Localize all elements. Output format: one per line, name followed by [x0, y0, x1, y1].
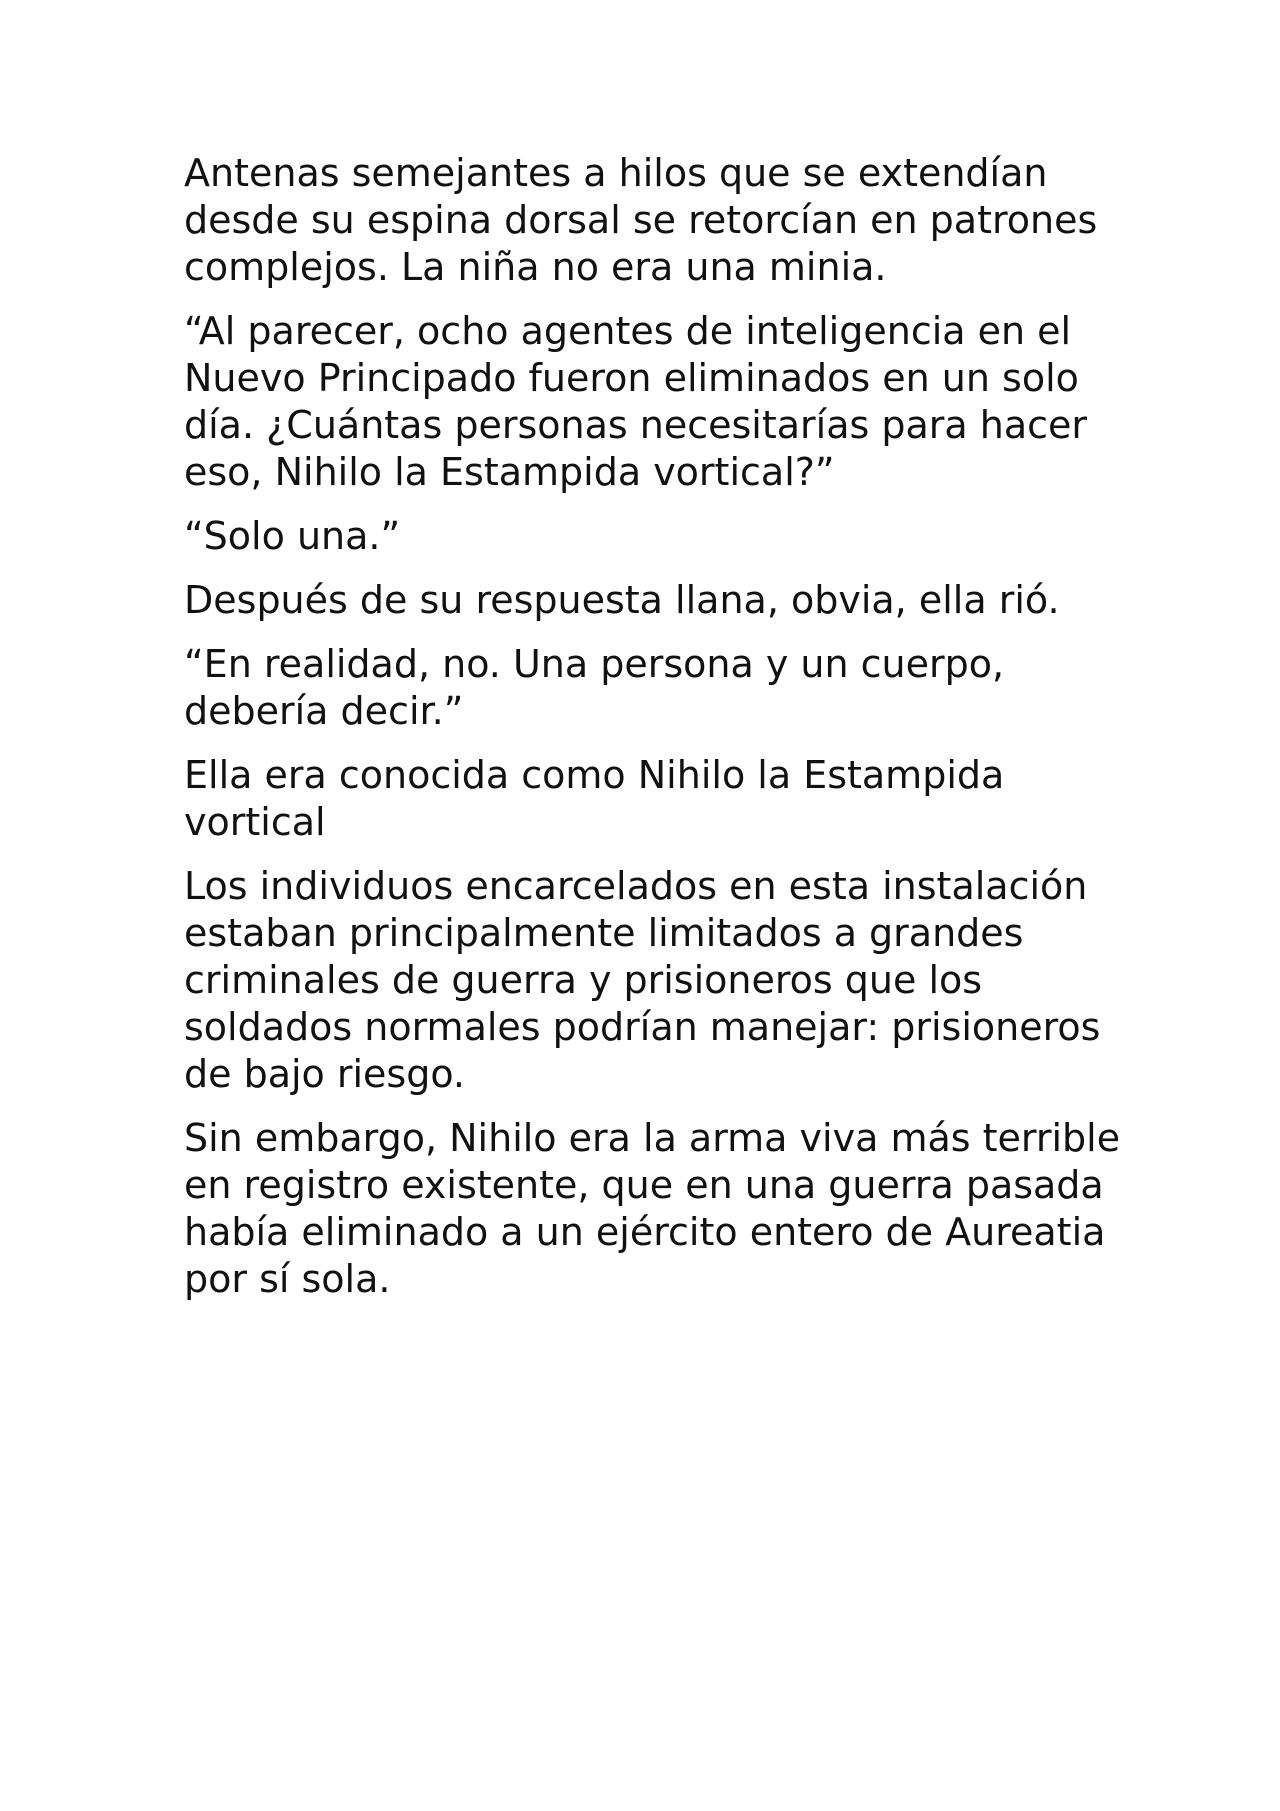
paragraph-8: Sin embargo, Nihilo era la arma viva más terrible en registro existente, que en una guerra pasada había eliminado a un ejército entero de Aureatia por sí sola. [184, 1116, 1121, 1301]
paragraph-2: “Al parecer, ocho agentes de inteligencia en el Nuevo Principado fueron eliminados en un solo día. ¿Cuántas personas necesitarías para hacer eso, Nihilo la Estampida vortical?” [184, 309, 1088, 494]
paragraph-3: “Solo una.” [184, 514, 401, 558]
document-body [184, 150, 1124, 1320]
paragraph-4: Después de su respuesta llana, obvia, ella rió. [184, 578, 1060, 622]
paragraph-7: Los individuos encarcelados en esta instalación estaban principalmente limitados a grandes criminales de guerra y prisioneros que los soldados normales podrían manejar: prisioneros de bajo riesgo. [184, 864, 1101, 1096]
paragraph-5: “En realidad, no. Una persona y un cuerpo, debería decir.” [184, 642, 1005, 733]
paragraph-6: Ella era conocida como Nihilo la Estampida vortical [184, 753, 1005, 844]
paragraph-1: Antenas semejantes a hilos que se extendían desde su espina dorsal se retorcían en patrones complejos. La niña no era una minia. [184, 151, 1098, 289]
